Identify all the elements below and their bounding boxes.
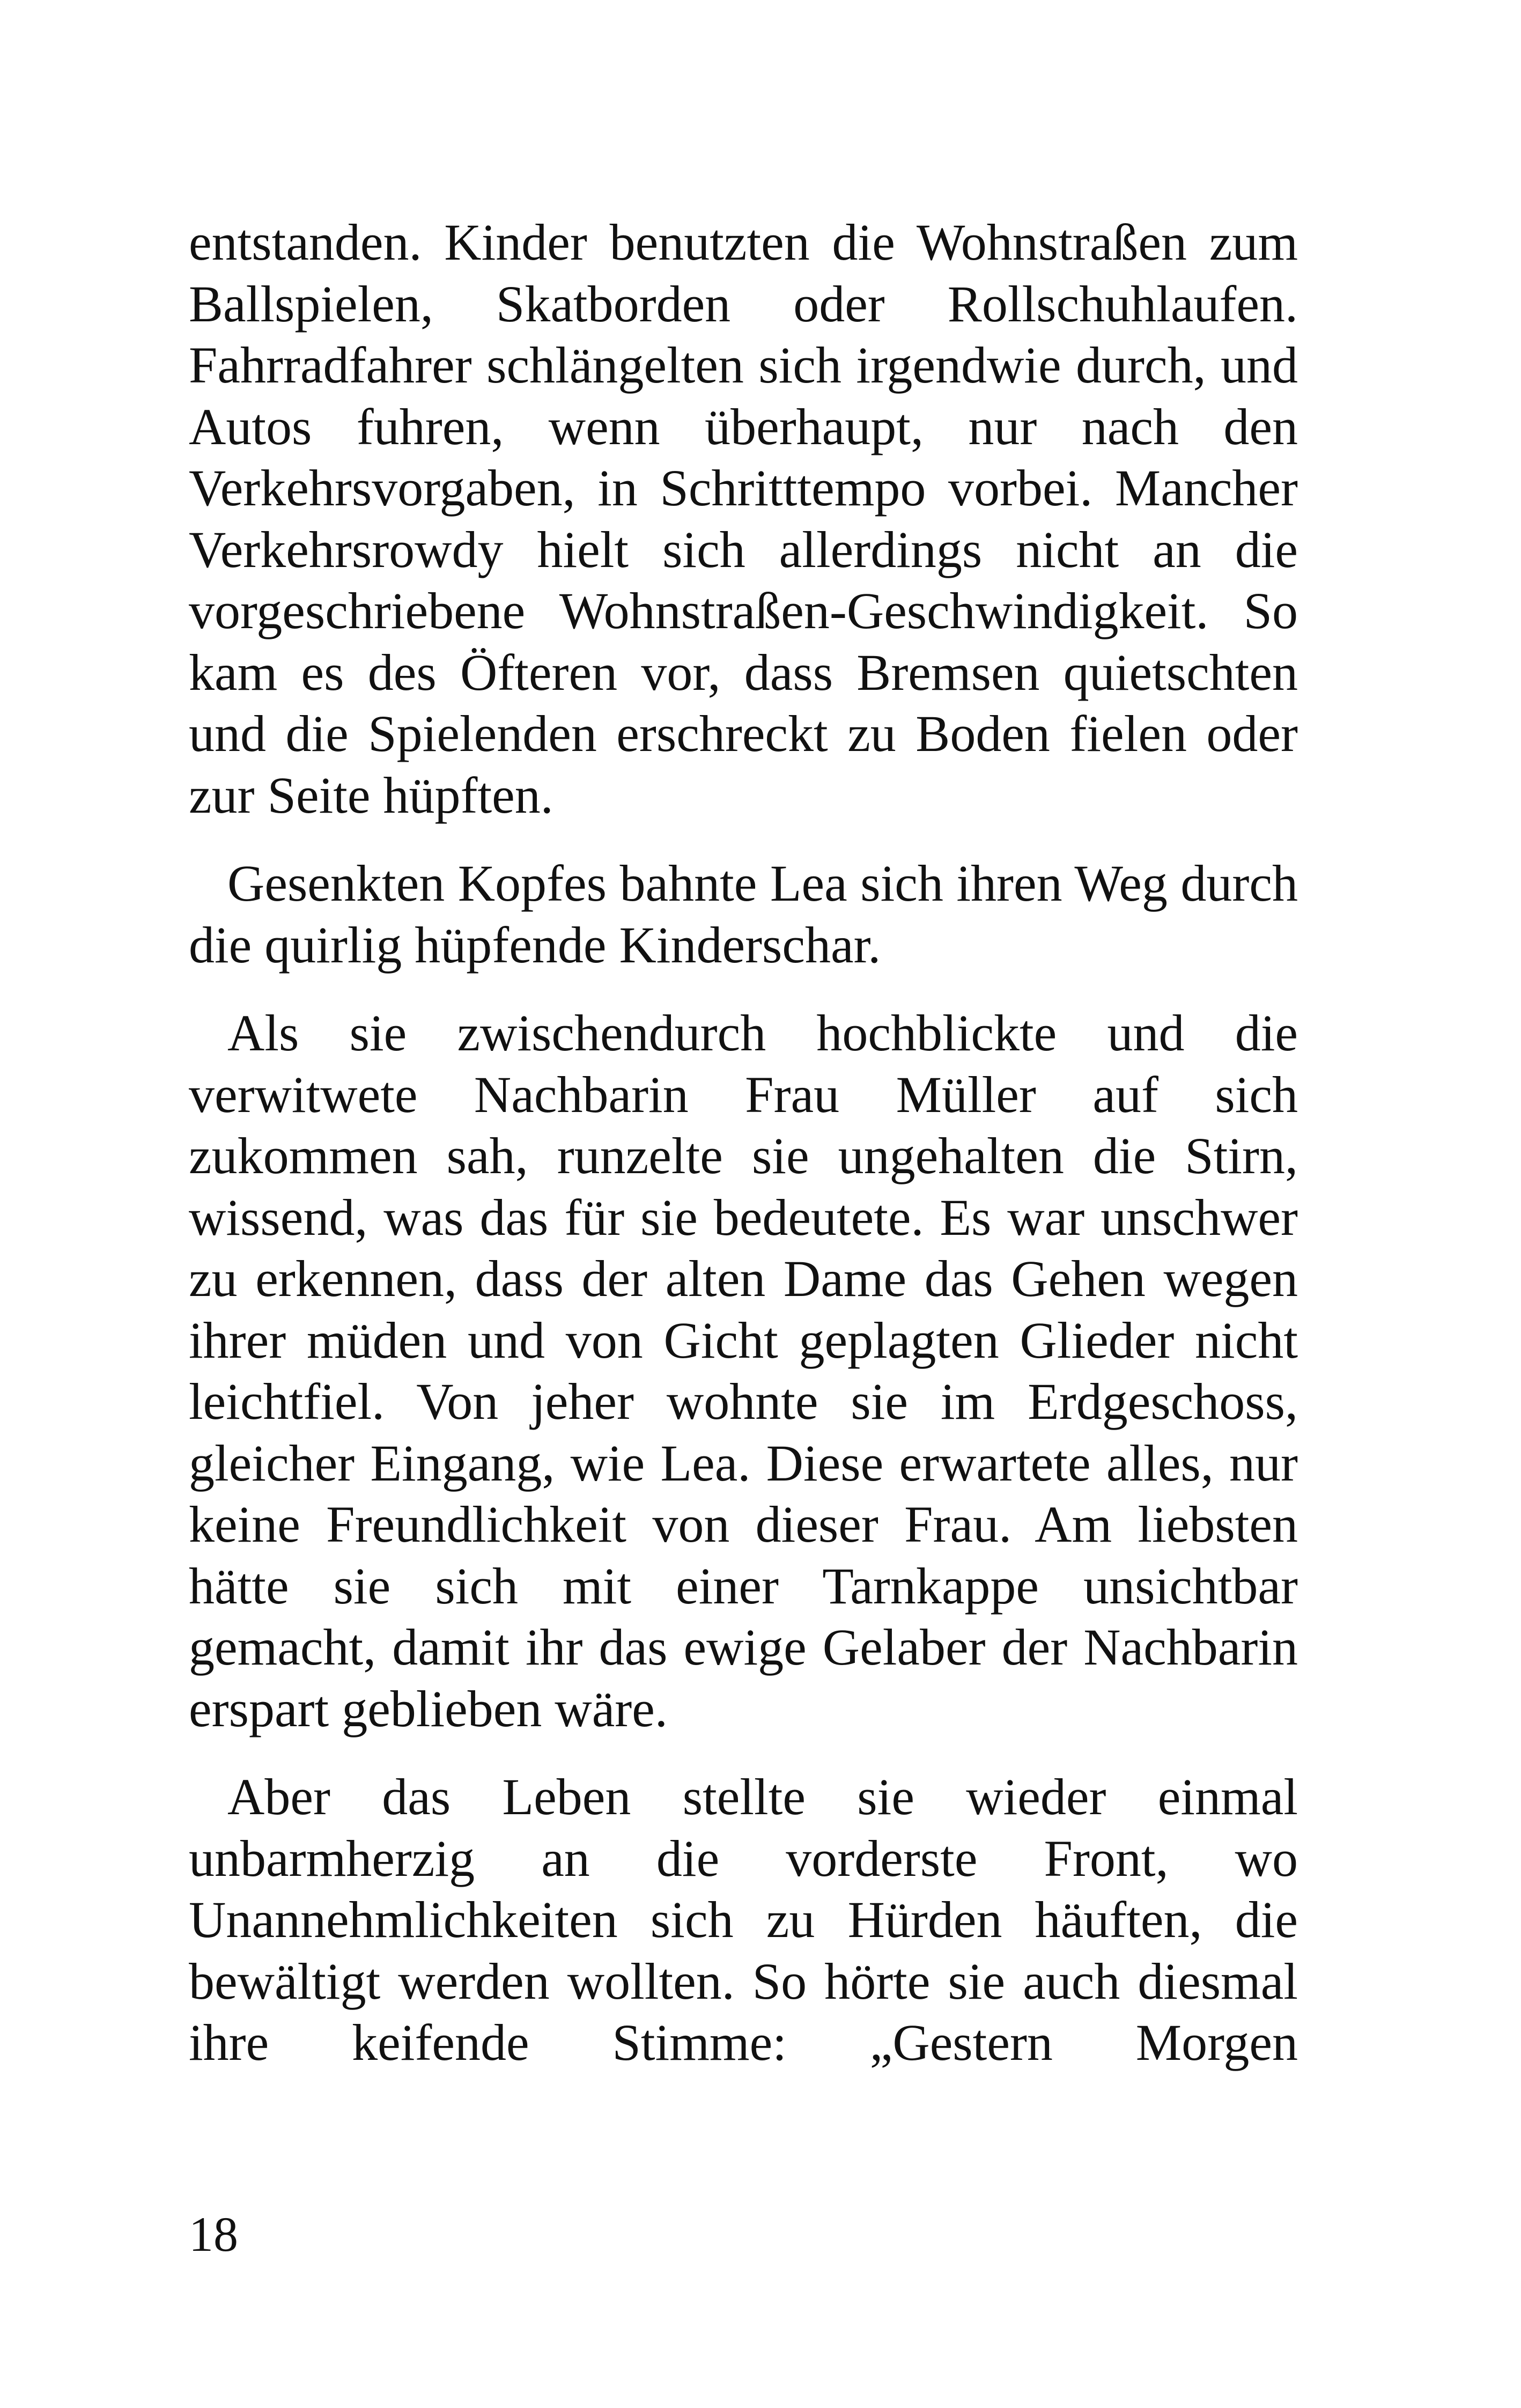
paragraph-2: Gesenkten Kopfes bahnte Lea sich ihren Weg durch die quirlig hüpfende Kinderschar. <box>189 855 1298 974</box>
body-text <box>189 212 1298 2101</box>
paragraph-4: Aber das Leben stellte sie wieder einmal unbarmherzig an die vorderste Front, wo Unannehmlichkeiten sich zu Hürden häuften, die bewältigt werden wollten. So hörte sie auch diesmal ihre keifende Stimme: „Gestern Morgen <box>189 1768 1298 2071</box>
paragraph-1: entstanden. Kinder benutzten die Wohnstraßen zum Ballspielen, Skatborden oder Rollschuhlaufen. Fahrradfahrer schlängelten sich irgendwie durch, und Autos fuhren, wenn überhaupt, nur nach den Verkehrsvorgaben, in Schritttempo vorbei. Mancher Verkehrsrowdy hielt sich allerdings nicht an die vorgeschriebene Wohnstraßen-Geschwindigkeit. So kam es des Öfteren vor, dass Bremsen quietschten und die Spielenden erschreckt zu Boden fielen oder zur Seite hüpften. <box>189 213 1298 824</box>
paragraph-3: Als sie zwischendurch hochblickte und die verwitwete Nachbarin Frau Müller auf sich zukommen sah, runzelte sie ungehalten die Stirn, wissend, was das für sie bedeutete. Es war unschwer zu erkennen, dass der alten Dame das Gehen wegen ihrer müden und von Gicht geplagten Glieder nicht leichtfiel. Von jeher wohnte sie im Erdgeschoss, gleicher Eingang, wie Lea. Diese erwartete alles, nur keine Freundlichkeit von dieser Frau. Am liebsten hätte sie sich mit einer Tarnkappe unsichtbar gemacht, damit ihr das ewige Gelaber der Nachbarin erspart geblieben wäre. <box>189 1004 1298 1737</box>
page-number: 18 <box>189 2207 238 2262</box>
